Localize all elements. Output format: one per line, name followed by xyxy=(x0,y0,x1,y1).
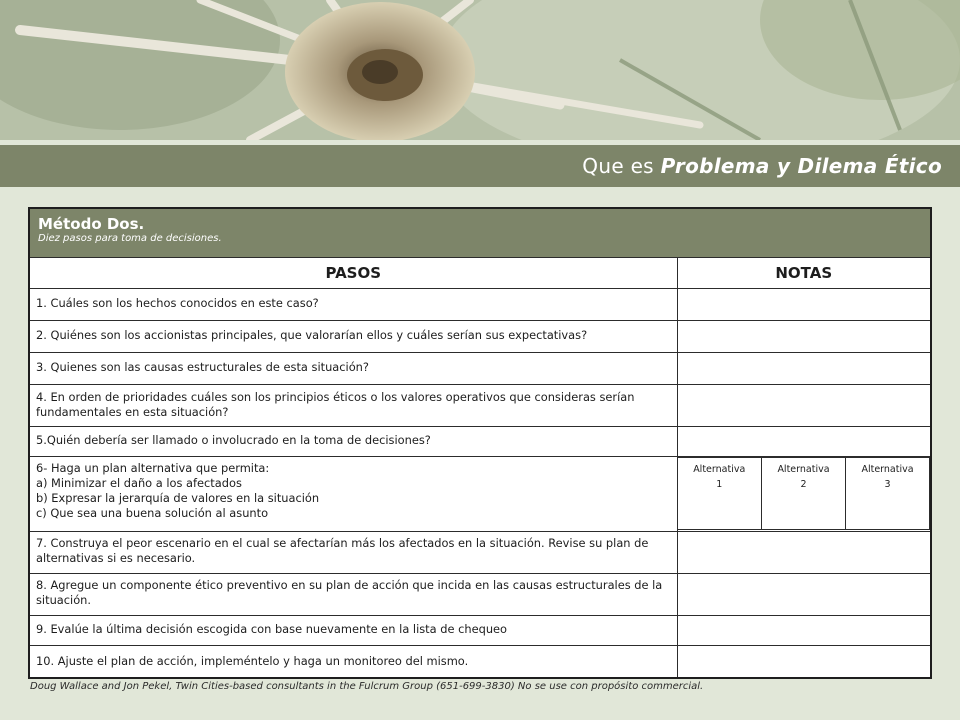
decision-steps-table xyxy=(28,207,932,679)
method-header xyxy=(29,208,931,258)
method-title: Método Dos. xyxy=(38,215,145,233)
notes-cell xyxy=(677,427,931,457)
notes-cell xyxy=(677,321,931,353)
table-row xyxy=(29,321,931,353)
footer-credit: Doug Wallace and Jon Pekel, Twin Cities-based consultants in the Fulcrum Group (651-699-3830) No se use con propósito commercial. xyxy=(30,681,704,692)
title-bar xyxy=(0,145,960,187)
alternative-label: Alternativa xyxy=(861,464,914,475)
alternative-3 xyxy=(846,458,930,530)
table-row xyxy=(29,532,931,574)
step-text: 6- Haga un plan alternativa que permita: xyxy=(36,461,270,475)
step-text: 2. Quiénes son los accionistas principales, que valorarían ellos y cuáles serían sus expectativas? xyxy=(29,321,677,353)
alternatives-table xyxy=(678,457,931,530)
alternative-1 xyxy=(678,458,762,530)
alternative-number: 2 xyxy=(800,479,807,490)
step-6-item: b) Expresar la jerarquía de valores en la situación xyxy=(36,491,320,505)
alternative-2 xyxy=(762,458,846,530)
step-text: 5.Quién debería ser llamado o involucrado en la toma de decisiones? xyxy=(29,427,677,457)
notes-cell xyxy=(677,574,931,616)
step-text: 7. Construya el peor escenario en el cual se afectarían más los afectados en la situación. Revise su plan de alternativas si es necesario. xyxy=(29,532,677,574)
alternative-number: 3 xyxy=(884,479,891,490)
title-prefix: Que es xyxy=(582,154,661,178)
step-text: 8. Agregue un componente ético preventivo en su plan de acción que incida en las causas estructurales de la situación. xyxy=(29,574,677,616)
alternatives-cell xyxy=(677,457,931,532)
notes-cell xyxy=(677,616,931,646)
notes-cell xyxy=(677,532,931,574)
step-text: 3. Quienes son las causas estructurales de esta situación? xyxy=(29,353,677,385)
step-text: 10. Ajuste el plan de acción, impleméntelo y haga un monitoreo del mismo. xyxy=(29,646,677,678)
table-row xyxy=(29,289,931,321)
column-header-row xyxy=(29,258,931,289)
table-row xyxy=(29,353,931,385)
step-6-item: a) Minimizar el daño a los afectados xyxy=(36,476,242,490)
header-photo xyxy=(0,0,960,140)
notes-cell xyxy=(677,289,931,321)
alternative-label: Alternativa xyxy=(777,464,830,475)
method-subtitle: Diez pasos para toma de decisiones. xyxy=(38,233,222,244)
method-header-row xyxy=(29,208,931,258)
page-title xyxy=(582,154,942,178)
table-row xyxy=(29,574,931,616)
notes-cell xyxy=(677,385,931,427)
title-emphasis: Problema y Dilema Ético xyxy=(660,154,942,178)
alternative-label: Alternativa xyxy=(693,464,746,475)
step-text: 1. Cuáles son los hechos conocidos en este caso? xyxy=(29,289,677,321)
table-row xyxy=(29,457,931,532)
notes-cell xyxy=(677,646,931,678)
table-row xyxy=(29,427,931,457)
alternative-number: 1 xyxy=(716,479,723,490)
step-text: 4. En orden de prioridades cuáles son los principios éticos o los valores operativos que consideras serían fundamentales en esta situación? xyxy=(29,385,677,427)
step-6-item: c) Que sea una buena solución al asunto xyxy=(36,506,269,520)
step-6-cell xyxy=(29,457,677,532)
table-row xyxy=(29,646,931,678)
column-header-steps: PASOS xyxy=(29,258,677,289)
step-text: 9. Evalúe la última decisión escogida con base nuevamente en la lista de chequeo xyxy=(29,616,677,646)
cactus-image xyxy=(0,0,960,140)
table-row xyxy=(29,616,931,646)
notes-cell xyxy=(677,353,931,385)
column-header-notes: NOTAS xyxy=(677,258,931,289)
table-row xyxy=(29,385,931,427)
